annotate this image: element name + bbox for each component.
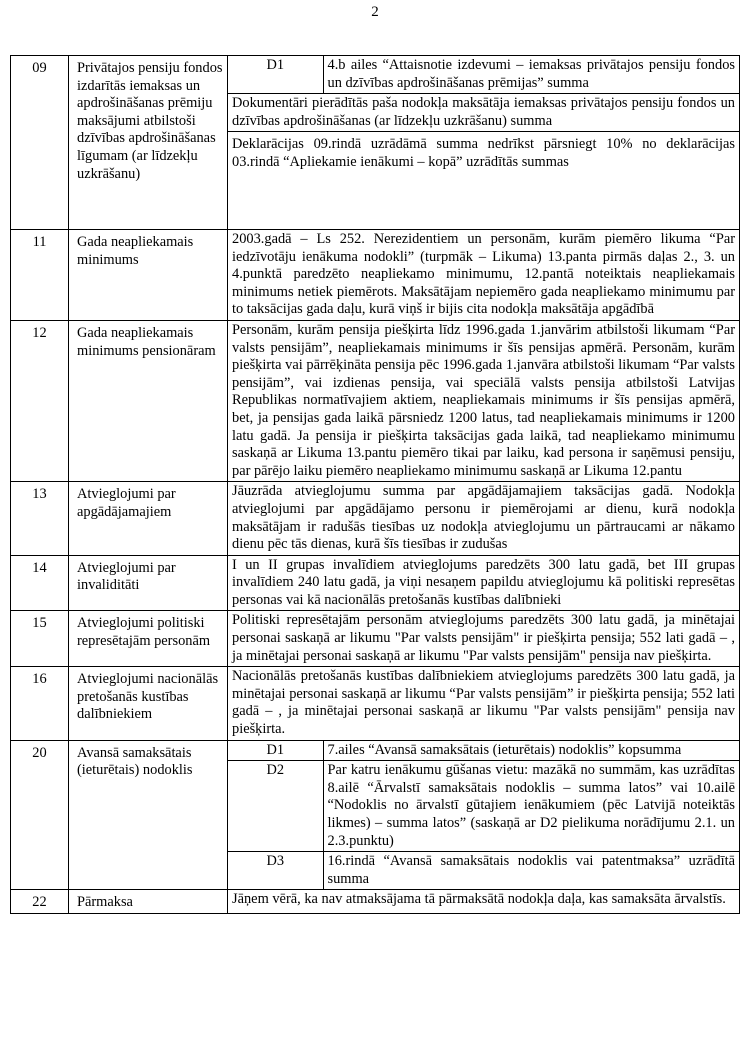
- row-label: Atvieglojumi par invaliditāti: [69, 555, 228, 611]
- description-text: Nacionālās pretošanās kustības dalībniekiem atvieglojums paredzēts 300 latu gadā, ja minētajai personai saskaņā ar likumu “Par valsts pensijām” ir piešķirta pensija; 552 lati gadā – , ja minētajai personai saskaņā ar likumu "Par valsts pensijām" pensija nav piešķirta.: [228, 667, 740, 740]
- code-text: Par katru ienākumu gūšanas vietu: mazākā no summām, kas uzrādītas 8.ailē “Ārvalstī samaksātais nodoklis – summa latos” vai 10.ailē “Nodoklis no ārvalstī gūtajiem ienākumiem (pēc Latvijā noteiktās likmes) – summa latos” (saskaņā ar D2 pielikuma norādījumu 2.1. un 2.3.punktu): [323, 761, 739, 852]
- table-row: [11, 320, 740, 481]
- code-text: 16.rindā “Avansā samaksātais nodoklis vai patentmaksa” uzrādītā summa: [327, 853, 735, 887]
- nested-table: [228, 741, 739, 890]
- row-number: 14: [11, 555, 69, 611]
- table-row: [11, 667, 740, 740]
- table-row: [11, 56, 740, 230]
- row-label: Atvieglojumi politiski represētajām personām: [69, 611, 228, 667]
- code-cell: D3: [228, 852, 323, 890]
- row-number: 20: [11, 740, 69, 890]
- description-text: Personām, kurām pensija piešķirta līdz 1996.gada 1.janvārim atbilstoši likumam “Par valsts pensijām”, neapliekamais minimums ir šīs pensijas apmērā. Personām, kurām piešķirta vai pārrēķināta pensija pēc 1996.gada 1.janvāra atbilstoši likumam “Par valsts pensijām”, vai izdienas pensija, vai speciālā valsts pensija atbilstoši Latvijas Republikas normatīvajiem aktiem, neapliekamais minimums ir šīs pensijas apmērā, bet, ja pensijas gada laikā pārsniedz 1200 latus, tad neapliekamais minimums ir 1200 latu gadā. Ja pensija ir piešķirta taksācijas gada laikā, tad neapliekamo minimumu saskaņā ar Likuma 13.pantu piemēro tikai par laiku, kad persona ir saņēmusi pensiju, par pārējo laiku piemēro neapliekamo minimumu saskaņā ar Likuma 12.pantu: [228, 320, 740, 481]
- description-text: Politiski represētajām personām atvieglojums paredzēts 300 latu gadā, ja minētajai personai saskaņā ar likumu "Par valsts pensijām" ir piešķirta pensija; 552 lati gadā – , ja minētajai personai saskaņā ar likumu "Par valsts pensijām" pensija nav piešķirta.: [228, 611, 740, 667]
- row-number: 13: [11, 482, 69, 555]
- description-text: 2003.gadā – Ls 252. Nerezidentiem un personām, kurām piemēro likuma “Par iedzīvotāju ienākuma nodokli” (turpmāk – Likuma) 13.panta pirmās daļas 2., 3. un 4.punktā paredzēto neapliekamo minimumu, 12.pantā noteiktais neapliekamais minimums netiek piemērots. Maksātājam nepiemēro gada neapliekamo minimumu par to taksācijas gada daļu, kurā viņš ir bijis cita nodokļa maksātāja apgādībā: [228, 230, 740, 321]
- table-row: [11, 890, 740, 914]
- description-text: Jāņem vērā, ka nav atmaksājama tā pārmaksātā nodokļa daļa, kas samaksāta ārvalstīs.: [228, 890, 740, 914]
- row-label: Gada neapliekamais minimums pensionāram: [69, 320, 228, 481]
- table-row: [11, 611, 740, 667]
- instructions-table: [10, 55, 740, 914]
- table-row: [11, 482, 740, 555]
- code-text: 7.ailes “Avansā samaksātais (ieturētais) nodoklis” kopsumma: [323, 741, 739, 761]
- code-cell: D1: [228, 56, 323, 94]
- code-text: 4.b ailes “Attaisnotie izdevumi – iemaksas privātajos pensiju fondos un dzīvības apdrošināšanas prēmijas” summa: [323, 56, 739, 94]
- row-number: 15: [11, 611, 69, 667]
- description-text: I un II grupas invalīdiem atvieglojums paredzēts 300 latu gadā, bet III grupas invalīdiem 240 latu gadā, ja viņi nesaņem papildu atvieglojumu kā politiski represētas personas vai kā nacionālās pretošanās kustības dalībnieki: [228, 555, 740, 611]
- row-label: Atvieglojumi nacionālās pretošanās kustības dalībniekiem: [69, 667, 228, 740]
- row-label: Atvieglojumi par apgādājamajiem: [69, 482, 228, 555]
- page-number: 2: [371, 4, 379, 20]
- description-text: Deklarācijas 09.rindā uzrādāmā summa nedrīkst pārsniegt 10% no deklarācijas 03.rindā “Apliekamie ienākumi – kopā” uzrādītās summas: [232, 136, 735, 170]
- row-label: Privātajos pensiju fondos izdarītās iemaksas un apdrošināšanas prēmiju maksājumi atbilstoši dzīvības apdrošināšanas līgumam (ar līdzekļu uzkrāšanu): [69, 56, 228, 230]
- row-number: 09: [11, 56, 69, 230]
- table-row: [11, 740, 740, 890]
- code-cell: D2: [228, 761, 323, 852]
- row-number: 12: [11, 320, 69, 481]
- row-label: Avansā samaksātais (ieturētais) nodoklis: [69, 740, 228, 890]
- table-row: [11, 555, 740, 611]
- description-text: Dokumentāri pierādītās paša nodokļa maksātāja iemaksas privātajos pensiju fondos un dzīvības apdrošināšanas (ar līdzekļu uzkrāšanu) summa: [228, 94, 739, 132]
- table-row: [11, 230, 740, 321]
- row-number: 22: [11, 890, 69, 914]
- row-label: Gada neapliekamais minimums: [69, 230, 228, 321]
- row-number: 16: [11, 667, 69, 740]
- row-number: 11: [11, 230, 69, 321]
- description-text: Jāuzrāda atvieglojumu summa par apgādājamajiem taksācijas gadā. Nodokļa atvieglojumi par apgādājamo personu ir piemērojami ar dienu, kurā nodokļa maksātājam ir radušās tiesības uz nodokļa atvieglojumu un pārtraucami ar nākamo dienu pēc tās dienas, kurā šīs tiesības ir zudušas: [228, 482, 740, 555]
- code-cell: D1: [228, 741, 323, 761]
- row-label: Pārmaksa: [69, 890, 228, 914]
- nested-table: [228, 56, 739, 173]
